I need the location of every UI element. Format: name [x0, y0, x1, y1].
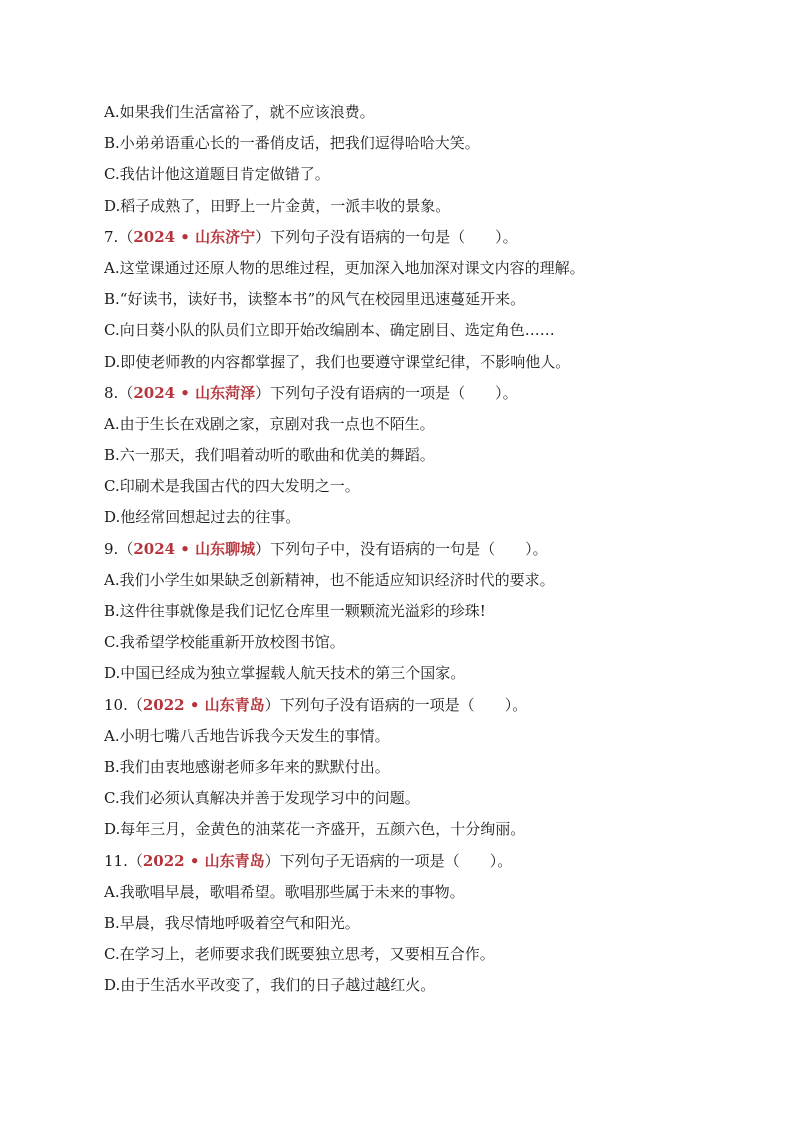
q6-option-c: C.我估计他这道题目肯定做错了。 [104, 165, 330, 184]
q6-option-d: D.稻子成熟了，田野上一片金黄，一派丰收的景象。 [104, 196, 451, 215]
q7-source: 2024 • 山东济宁 [133, 227, 256, 246]
q8-source: 2024 • 山东菏泽 [133, 383, 256, 402]
q9-number: 9. [104, 539, 119, 558]
q8-option-d: D.他经常回想起过去的往事。 [104, 508, 301, 527]
q10-option-a: A.小明七嘴八舌地告诉我今天发生的事情。 [104, 726, 390, 745]
q11-option-a: A.我歌唱早晨，歌唱希望。歌唱那些属于未来的事物。 [104, 882, 465, 901]
q10-question: 下列句子没有语病的一项是（ [279, 695, 475, 714]
q9-stem: 9.（2024 • 山东聊城）下列句子中，没有语病的一句是（ ）。 [104, 539, 548, 558]
q8-option-b: B.六一那天，我们唱着动听的歌曲和优美的舞蹈。 [104, 446, 435, 465]
q8-option-a: A.由于生长在戏剧之家，京剧对我一点也不陌生。 [104, 414, 435, 433]
q10-number: 10. [104, 695, 128, 714]
q9-option-c: C.我希望学校能重新开放校图书馆。 [104, 633, 345, 652]
q7-question: 下列句子没有语病的一句是（ [270, 227, 466, 246]
q8-option-c: C.印刷术是我国古代的四大发明之一。 [104, 477, 360, 496]
q10-option-c: C.我们必须认真解决并善于发现学习中的问题。 [104, 789, 420, 808]
q8-stem: 8.（2024 • 山东菏泽）下列句子没有语病的一项是（ ）。 [104, 383, 518, 402]
q11-stem: 11.（2022 • 山东青岛）下列句子无语病的一项是（ ）。 [104, 851, 513, 870]
q9-option-d: D.中国已经成为独立掌握载人航天技术的第三个国家。 [104, 664, 466, 683]
q9-option-b: B.这件往事就像是我们记忆仓库里一颗颗流光溢彩的珍珠! [104, 602, 486, 620]
q8-number: 8. [104, 383, 119, 402]
q6-option-a: A.如果我们生活富裕了，就不应该浪费。 [104, 103, 375, 121]
q11-option-b: B.早晨，我尽情地呼吸着空气和阳光。 [104, 913, 360, 932]
q11-question: 下列句子无语病的一项是（ [279, 851, 460, 870]
q11-number: 11. [104, 851, 128, 870]
q7-option-a: A.这堂课通过还原人物的思维过程，更加深入地加深对课文内容的理解。 [104, 258, 585, 277]
q6-option-b: B.小弟弟语重心长的一番俏皮话，把我们逗得哈哈大笑。 [104, 134, 480, 153]
q9-source: 2024 • 山东聊城 [133, 539, 256, 558]
q10-option-d: D.每年三月，金黄色的油菜花一齐盛开，五颜六色，十分绚丽。 [104, 820, 526, 839]
q9-option-a: A.我们小学生如果缺乏创新精神，也不能适应知识经济时代的要求。 [104, 570, 555, 589]
q10-option-b: B.我们由衷地感谢老师多年来的默默付出。 [104, 757, 390, 776]
q11-option-d: D.由于生活水平改变了，我们的日子越过越红火。 [104, 976, 436, 995]
q9-question: 下列句子中，没有语病的一句是（ [270, 539, 496, 558]
q7-option-c: C.向日葵小队的队员们立即开始改编剧本、确定剧目、选定角色…… [104, 321, 555, 340]
q7-number: 7. [104, 227, 119, 246]
q11-option-c: C.在学习上，老师要求我们既要独立思考，又要相互合作。 [104, 945, 495, 964]
q7-option-d: D.即使老师教的内容都掌握了，我们也要遵守课堂纪律，不影响他人。 [104, 352, 571, 371]
q7-stem: 7.（2024 • 山东济宁）下列句子没有语病的一句是（ ）。 [104, 227, 518, 246]
q8-question: 下列句子没有语病的一项是（ [270, 383, 466, 402]
q10-stem: 10.（2022 • 山东青岛）下列句子没有语病的一项是（ ）。 [104, 695, 528, 714]
q7-option-b: B.“好读书，读好书，读整本书”的风气在校园里迅速蔓延开来。 [104, 290, 526, 309]
q10-source: 2022 • 山东青岛 [142, 695, 265, 714]
q11-source: 2022 • 山东青岛 [142, 851, 265, 870]
question-list [104, 97, 724, 1001]
